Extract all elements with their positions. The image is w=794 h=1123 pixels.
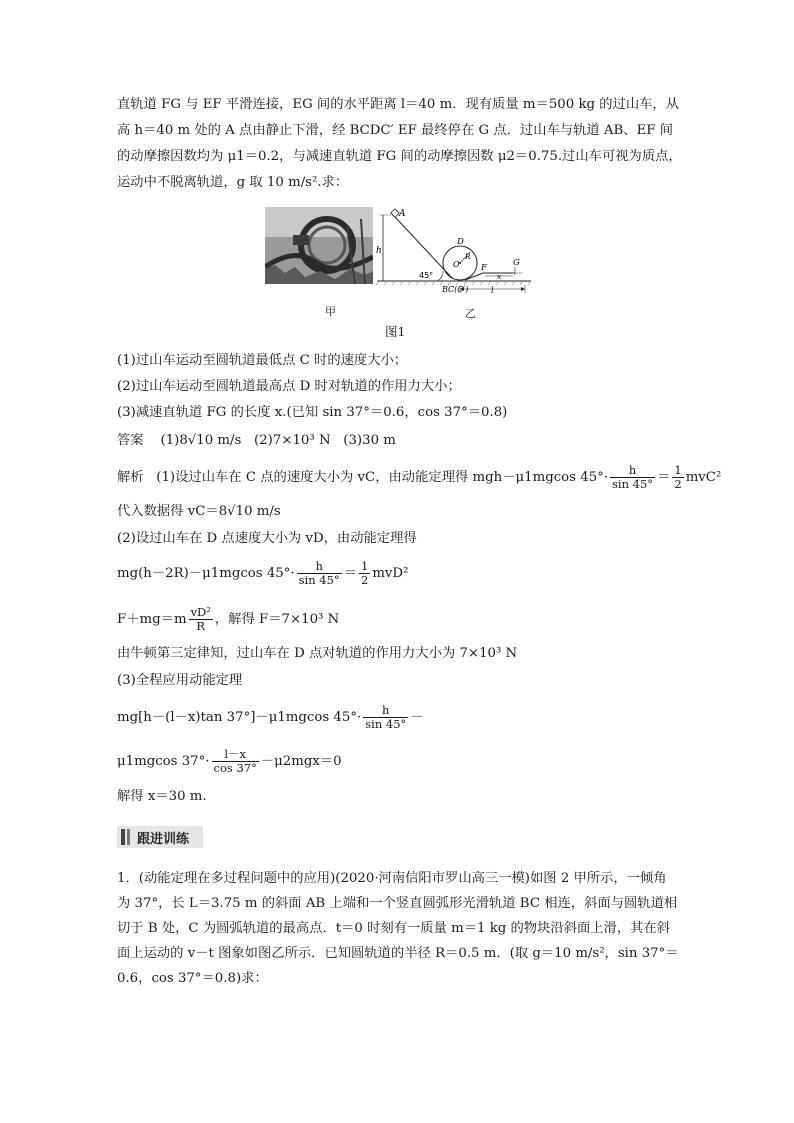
section-title: 跟进训练 [137,832,190,847]
solution-line-7: (3)全程应用动能定理 [117,673,243,688]
solution-line-5: F＋mg＝m $\frac{\text{vD²}}{R}$ ，解得 F＝7×10³ N [117,605,340,633]
point-A-label: A [399,209,406,219]
solution-line-2: 代入数据得 vC＝8√10 m/s [117,504,281,519]
question-3: (3)减速直轨道 FG 的长度 x.(已知 sin 37°＝0.6，cos 37°＝0.8) [117,405,508,420]
solution-line-3: (2)设过山车在 D 点速度大小为 vD，由动能定理得 [117,531,417,546]
point-F-label: F [481,263,487,273]
answer-label: 答案 [117,433,144,448]
answer-line [117,432,396,450]
exercise-line-2: 为 37°，长 L＝3.75 m 的斜面 AB 上端和一个竖直圆弧形光滑轨道 BC 相连，斜面与圆轨道相 [117,896,678,911]
question-2: (2)过山车运动至圆轨道最高点 D 时对轨道的作用力大小； [117,379,461,394]
answer-2: (2)7×10³ N [254,433,331,448]
length-l-label: l [491,286,494,295]
fraction-half: $\frac{1}{2}$ [674,463,682,491]
fraction: $\frac{h}{\sin 45^\circ}$ [612,463,654,491]
solution-line-9: μ1mgcos 37°· $\frac{l-x}{\cos 37^\circ}$ －μ2mgx＝0 [117,747,342,775]
radius-R-label: R [465,252,471,261]
answer-1: (1)8√10 m/s [160,433,242,448]
exercise-line-1: 1．(动能定理在多过程问题中的应用)(2020·河南信阳市罗山高三一模)如图 2 甲所示，一倾角 [117,871,667,886]
solution-1-text: (1)设过山车在 C 点的速度大小为 vC，由动能定理得 mgh－μ1mgcos 45°· [156,470,609,485]
center-O-label: O [453,260,460,269]
solution-line-8: mg[h－(l－x)tan 37°]－μ1mgcos 45°· $\frac{h}{\sin 45^\circ}$ － [117,703,424,731]
solution-line-10: 解得 x＝30 m. [117,789,207,804]
height-h-label: h [376,246,382,256]
roller-coaster-photo [265,207,373,284]
exercise-line-5: 0.6，cos 37°＝0.8)求： [117,971,268,986]
solution-line-6: 由牛顿第三定律知，过山车在 D 点对轨道的作用力大小为 7×10³ N [117,646,518,661]
track-diagram [375,207,535,302]
solution-line-1: 解析 (1)设过山车在 C 点的速度大小为 vC，由动能定理得 mgh－μ1mgcos 45°· $\frac{h}{\sin 45^\circ}$ ＝ $\frac{1}{2}$ mvC² [117,463,722,491]
intro-line-1: 直轨道 FG 与 EF 平滑连接，EG 间的水平距离 l＝40 m．现有质量 m＝500 kg 的过山车，从 [117,97,680,112]
figure-caption: 图1 [385,324,406,339]
intro-line-2: 高 h＝40 m 处的 A 点由静止下滑，经 BCDC′ EF 最终停在 G 点．过山车与轨道 AB、EF 间 [117,123,674,138]
solution-line-4: mg(h－2R)－μ1mgcos 45°· $\frac{h}{\sin 45^\circ}$ ＝ $\frac{1}{2}$ mvD² [117,559,409,587]
point-G-label: G [513,258,520,268]
figure-label-jia: 甲 [325,305,336,318]
question-1: (1)过山车运动至圆轨道最低点 C 时的速度大小； [117,353,408,368]
exercise-line-4: 面上运动的 v－t 图象如图乙所示．已知圆轨道的半径 R＝0.5 m．(取 g＝10 m/s²，sin 37°＝ [117,946,679,961]
section-header [117,826,203,848]
intro-line-3: 的动摩擦因数均为 μ1＝0.2，与减速直轨道 FG 间的动摩擦因数 μ2＝0.75.过山车可视为质点， [117,149,682,164]
solution-label: 解析 [117,470,144,485]
length-x-label: x [497,272,502,281]
point-BC-label: BC(C′) [442,285,469,294]
figure-1 [265,207,535,327]
figure-label-yi: 乙 [465,307,476,320]
angle-label: 45° [419,271,434,280]
point-D-label: D [457,237,464,247]
exercise-line-3: 切于 B 处，C 为圆弧轨道的最高点．t＝0 时刻有一质量 m＝1 kg 的物块沿斜面上滑，其在斜 [117,921,671,936]
answer-3: (3)30 m [343,433,396,448]
intro-line-4: 运动中不脱离轨道，g 取 10 m/s².求： [117,175,349,190]
